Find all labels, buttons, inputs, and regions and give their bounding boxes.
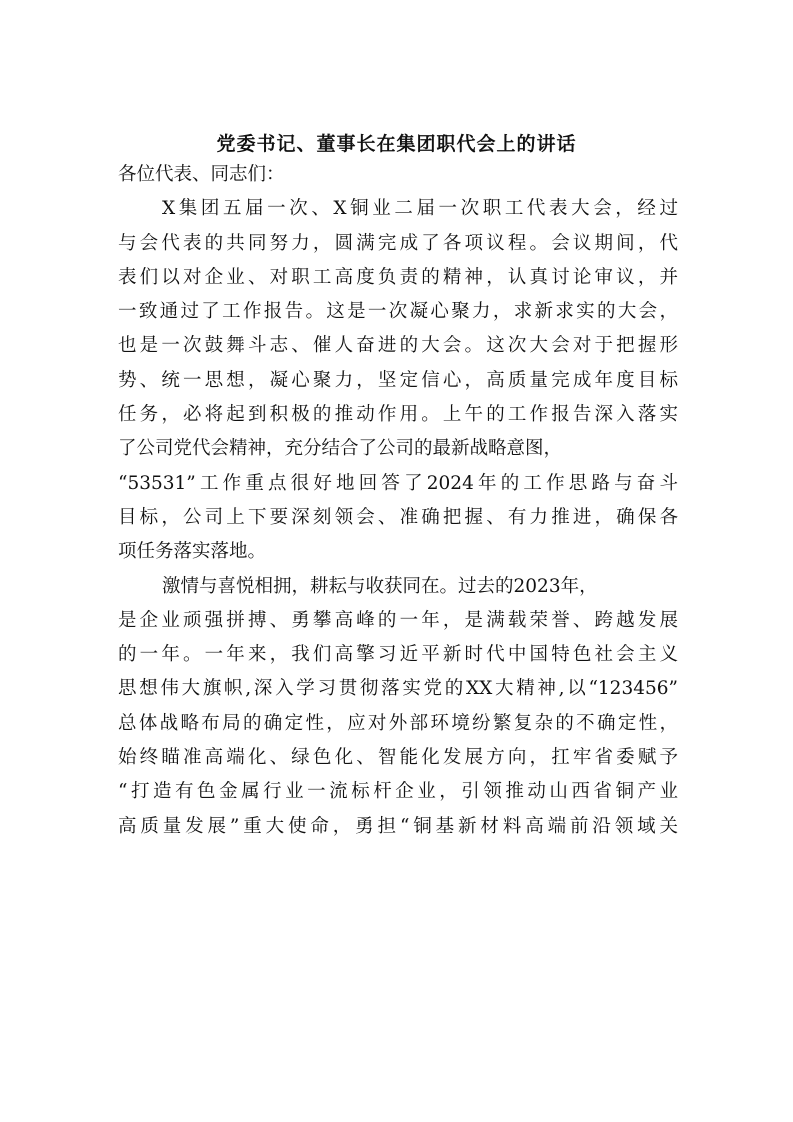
- text-line: 目标，公司上下要深刻领会、准确把握、有力推进，确保各: [118, 506, 678, 528]
- text-line: 激情与喜悦相拥，耕耘与收获同在。过去的2023年，: [162, 575, 598, 597]
- text-line: 任务，必将起到积极的推动作用。上午的工作报告深入落实: [118, 404, 678, 426]
- text-line: 的一年。一年来，我们高擎习近平新时代中国特色社会主义: [118, 644, 678, 666]
- document-title: 党委书记、董事长在集团职代会上的讲话: [216, 133, 577, 155]
- text-line: “打造有色金属行业一流标杆企业，引领推动山西省铜产业: [118, 781, 678, 803]
- document-body: [118, 158, 678, 844]
- salutation: 各位代表、同志们：: [118, 164, 285, 185]
- text-line: 势、统一思想，凝心聚力，坚定信心，高质量完成年度目标: [118, 369, 678, 391]
- text-line: 思想伟大旗帜,深入学习贯彻落实党的XX大精神,以“123456”: [118, 678, 678, 700]
- text-line: 总体战略布局的确定性，应对外部环境纷繁复杂的不确定性，: [118, 712, 678, 734]
- text-line: 始终瞄准高端化、绿色化、智能化发展方向，扛牢省委赋予: [118, 747, 678, 769]
- text-line: 了公司党代会精神，充分结合了公司的最新战略意图，: [118, 438, 563, 460]
- text-line: 与会代表的共同努力，圆满完成了各项议程。会议期间，代: [118, 232, 678, 254]
- text-line: 项任务落实落地。: [118, 541, 267, 563]
- text-line: 也是一次鼓舞斗志、催人奋进的大会。这次大会对于把握形: [118, 335, 678, 357]
- text-line: 表们以对企业、对职工高度负责的精神，认真讨论审议，并: [118, 266, 678, 288]
- text-line: X集团五届一次、X铜业二届一次职工代表大会，经过: [162, 198, 678, 220]
- text-line: “53531”工作重点很好地回答了2024年的工作思路与奋斗: [118, 472, 678, 494]
- text-line: 高质量发展”重大使命，勇担“铜基新材料高端前沿领域关: [118, 815, 678, 837]
- text-line: 是企业顽强拼搏、勇攀高峰的一年，是满载荣誉、跨越发展: [118, 609, 678, 631]
- text-line: 一致通过了工作报告。这是一次凝心聚力，求新求实的大会，: [118, 301, 678, 323]
